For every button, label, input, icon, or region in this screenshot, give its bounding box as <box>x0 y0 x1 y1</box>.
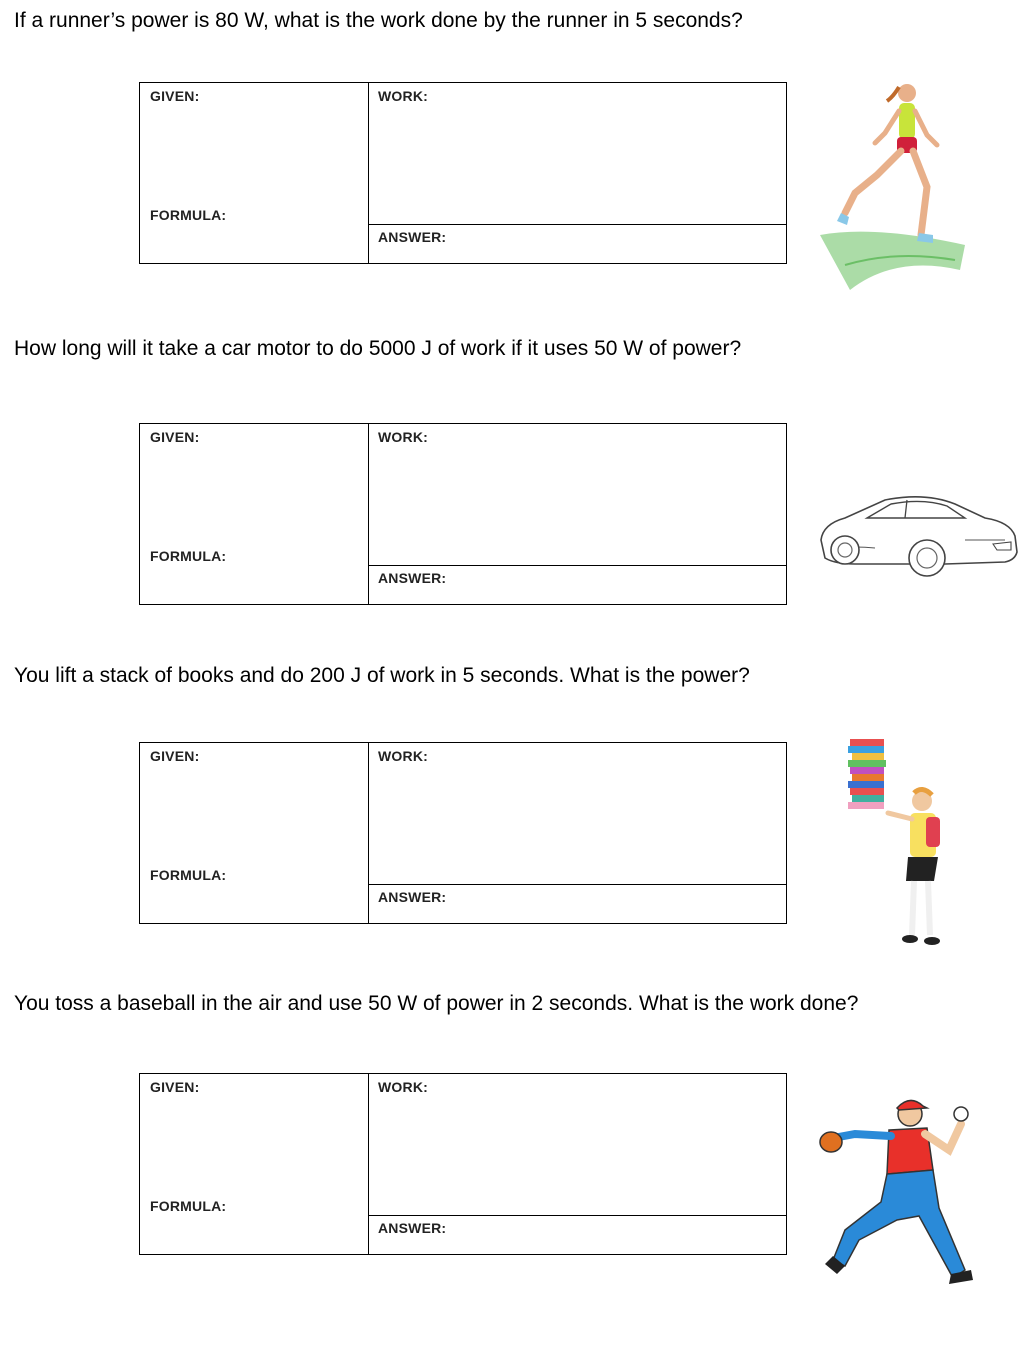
question-4: You toss a baseball in the air and use 50 W of power in 2 seconds. What is the work done? <box>14 992 859 1015</box>
work-cell <box>369 1074 786 1216</box>
answer-table-3 <box>139 742 787 924</box>
runner-illustration <box>815 75 975 295</box>
answer-table-2 <box>139 423 787 605</box>
formula-label: FORMULA: <box>150 1198 227 1214</box>
answer-label: ANSWER: <box>378 570 447 586</box>
answer-table-4 <box>139 1073 787 1255</box>
work-label: WORK: <box>378 429 428 445</box>
question-3: You lift a stack of books and do 200 J of work in 5 seconds. What is the power? <box>14 664 750 687</box>
work-cell <box>369 743 786 885</box>
given-formula-cell <box>140 1074 369 1254</box>
given-label: GIVEN: <box>150 748 200 764</box>
work-label: WORK: <box>378 1079 428 1095</box>
answer-label: ANSWER: <box>378 229 447 245</box>
given-label: GIVEN: <box>150 1079 200 1095</box>
work-cell <box>369 424 786 566</box>
car-illustration <box>815 490 1021 590</box>
answer-label: ANSWER: <box>378 889 447 905</box>
work-cell <box>369 83 786 225</box>
given-formula-cell <box>140 743 369 923</box>
given-label: GIVEN: <box>150 429 200 445</box>
answer-cell <box>369 225 786 263</box>
work-label: WORK: <box>378 748 428 764</box>
answer-label: ANSWER: <box>378 1220 447 1236</box>
question-2: How long will it take a car motor to do 5000 J of work if it uses 50 W of power? <box>14 337 742 360</box>
work-label: WORK: <box>378 88 428 104</box>
answer-cell <box>369 1216 786 1254</box>
formula-label: FORMULA: <box>150 207 227 223</box>
question-1: If a runner’s power is 80 W, what is the work done by the runner in 5 seconds? <box>14 9 743 32</box>
formula-label: FORMULA: <box>150 548 227 564</box>
girl-with-books-illustration <box>830 735 950 955</box>
given-formula-cell <box>140 83 369 263</box>
baseball-pitcher-illustration <box>815 1090 980 1290</box>
given-formula-cell <box>140 424 369 604</box>
formula-label: FORMULA: <box>150 867 227 883</box>
given-label: GIVEN: <box>150 88 200 104</box>
answer-table-1 <box>139 82 787 264</box>
answer-cell <box>369 566 786 604</box>
answer-cell <box>369 885 786 923</box>
